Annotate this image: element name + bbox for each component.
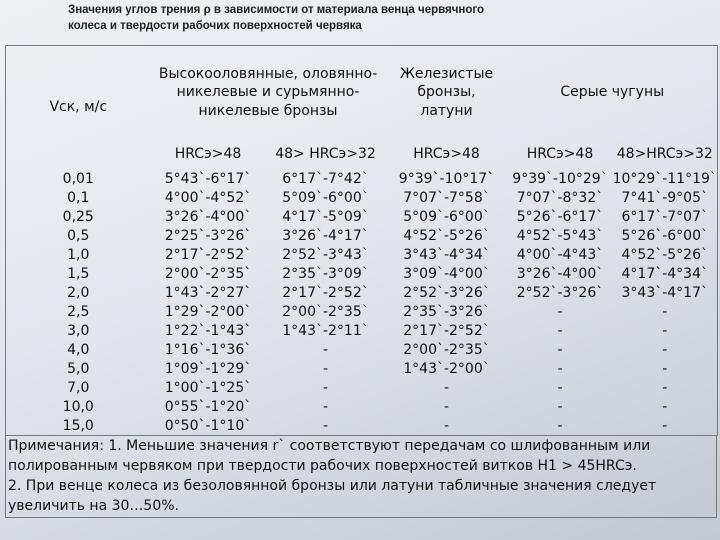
angle-cell: 2°17`-2°52` xyxy=(282,284,369,301)
angle-cell: 3°43`-4°17` xyxy=(621,284,708,301)
table-row xyxy=(6,245,718,264)
group-header-line: никелевые бронзы xyxy=(198,102,338,119)
angle-cell: 1°43`-2°11` xyxy=(282,322,369,339)
title-line-2: колеса и твердости рабочих поверхностей червяка xyxy=(68,20,362,32)
angle-cell: - xyxy=(662,398,668,415)
table-row xyxy=(6,302,718,321)
document-title xyxy=(68,2,628,34)
velocity-cell: 0,5 xyxy=(67,227,90,244)
angle-cell: - xyxy=(662,303,668,320)
angle-cell: 9°39`-10°17` xyxy=(398,170,495,187)
angle-cell: - xyxy=(662,417,668,434)
table-row xyxy=(6,359,718,378)
angle-cell: 2°17`-2°52` xyxy=(164,246,252,263)
angle-cell: - xyxy=(443,417,450,434)
table-row xyxy=(6,283,718,302)
note-line: Примечания: 1. Меньшие значения r` соответствуют передачам со шлифованным или xyxy=(8,438,651,454)
title-line-1: Значения углов трения ρ в зависимости от материала венца червячного xyxy=(68,4,485,16)
velocity-cell: 4,0 xyxy=(67,341,90,358)
angle-cell: 1°43`-2°27` xyxy=(164,284,252,301)
angle-cell: 3°26`-4°00` xyxy=(516,265,604,282)
angle-cell: - xyxy=(662,360,668,377)
angle-cell: 3°09`-4°00` xyxy=(403,265,490,282)
angle-cell: - xyxy=(662,322,668,339)
angle-cell: 4°17`-5°09` xyxy=(282,208,369,225)
group-header-line: бронзы, xyxy=(417,84,476,101)
angle-cell: 3°26`-4°17` xyxy=(282,227,369,244)
velocity-cell: 2,5 xyxy=(67,303,90,320)
velocity-cell: 2,0 xyxy=(67,284,90,301)
notes-block xyxy=(5,436,717,518)
angle-cell: 4°00`-4°43` xyxy=(516,246,604,263)
angle-cell: 5°26`-6°17` xyxy=(516,208,604,225)
angle-cell: 2°25`-3°26` xyxy=(164,227,252,244)
angle-cell: 2°17`-2°52` xyxy=(403,322,490,339)
angle-cell: - xyxy=(557,379,563,396)
group-header-line: Высокооловянные, оловянно- xyxy=(158,65,378,82)
angle-cell: 4°52`-5°43` xyxy=(516,227,604,244)
hardness-header: 48>HRCэ>32 xyxy=(616,145,713,162)
angle-cell: 10°29`-11°19` xyxy=(612,170,717,187)
angle-cell: 1°43`-2°00` xyxy=(403,360,490,377)
angle-cell: - xyxy=(557,360,563,377)
angle-cell: 7°07`-8°32` xyxy=(516,189,604,206)
velocity-cell: 5,0 xyxy=(67,360,90,377)
group-header-line: Серые чугуны xyxy=(560,84,665,101)
angle-cell: 7°41`-9°05` xyxy=(621,189,708,206)
angle-cell: 0°50`-1°10` xyxy=(164,417,252,434)
angle-cell: - xyxy=(443,379,450,396)
table-row xyxy=(6,321,718,340)
hardness-header: 48> HRCэ>32 xyxy=(275,145,376,162)
angle-cell: 4°17`-4°34` xyxy=(621,265,708,282)
angle-cell: 5°09`-6°00` xyxy=(282,189,369,206)
angle-cell: 2°35`-3°26` xyxy=(403,303,490,320)
angle-cell: 5°09`-6°00` xyxy=(403,208,490,225)
velocity-cell: 1,0 xyxy=(67,246,90,263)
table-row xyxy=(6,207,718,226)
angle-cell: - xyxy=(557,303,563,320)
angle-cell: 2°00`-2°35` xyxy=(282,303,369,320)
angle-cell: 2°52`-3°26` xyxy=(516,284,604,301)
table-row xyxy=(6,378,718,397)
note-line: увеличить на 30…50%. xyxy=(8,498,179,514)
table-row xyxy=(6,169,718,188)
velocity-cell: 0,01 xyxy=(62,170,94,187)
angle-cell: - xyxy=(662,379,668,396)
angle-cell: 6°17`-7°07` xyxy=(621,208,708,225)
velocity-cell: 0,25 xyxy=(62,208,94,225)
angle-cell: 1°22`-1°43` xyxy=(164,322,252,339)
angle-cell: - xyxy=(322,360,329,377)
hardness-header: HRCэ>48 xyxy=(413,145,480,162)
table-row xyxy=(6,226,718,245)
angle-cell: 3°43`-4°34` xyxy=(403,246,490,263)
velocity-cell: 0,1 xyxy=(67,189,90,206)
angle-cell: 4°52`-5°26` xyxy=(621,246,708,263)
note-line: полированным червяком при твердости рабочих поверхностей витков H1 > 45HRCэ. xyxy=(8,458,637,474)
group-header-line: никелевые и сурьмянно- xyxy=(176,84,360,101)
angle-cell: - xyxy=(322,341,329,358)
angle-cell: - xyxy=(322,417,329,434)
angle-cell: 2°35`-3°09` xyxy=(282,265,369,282)
angle-cell: - xyxy=(557,322,563,339)
velocity-cell: 15,0 xyxy=(62,417,94,434)
table-row xyxy=(6,188,718,207)
angle-cell: - xyxy=(557,417,563,434)
group-header-cast-iron xyxy=(508,46,718,139)
velocity-cell: 1,5 xyxy=(67,265,90,282)
velocity-cell: 7,0 xyxy=(67,379,90,396)
angle-cell: 2°52`-3°43` xyxy=(282,246,369,263)
hardness-header: HRCэ>48 xyxy=(174,145,242,162)
angle-cell: 9°39`-10°29` xyxy=(512,170,608,187)
group-header-iron-bronze xyxy=(386,46,508,139)
angle-cell: 1°09`-1°29` xyxy=(164,360,252,377)
angle-cell: 6°17`-7°42` xyxy=(282,170,369,187)
angle-cell: 2°00`-2°35` xyxy=(164,265,252,282)
header-row-groups xyxy=(6,46,718,139)
angle-cell: 1°29`-2°00` xyxy=(164,303,252,320)
angle-cell: 1°00`-1°25` xyxy=(164,379,252,396)
angle-cell: 0°55`-1°20` xyxy=(164,398,252,415)
angle-cell: 5°43`-6°17` xyxy=(164,170,252,187)
table-row xyxy=(6,397,718,416)
velocity-cell: 3,0 xyxy=(67,322,90,339)
hardness-header: HRCэ>48 xyxy=(526,145,594,162)
angle-cell: - xyxy=(662,341,668,358)
group-header-line: Железистые xyxy=(399,65,494,82)
table-row xyxy=(6,340,718,359)
angle-cell: - xyxy=(443,398,450,415)
angle-cell: 4°00`-4°52` xyxy=(164,189,252,206)
angle-cell: - xyxy=(557,341,563,358)
group-header-line: латуни xyxy=(420,102,473,119)
angle-cell: 5°26`-6°00` xyxy=(621,227,708,244)
velocity-header: Vск, м/с xyxy=(49,99,108,116)
angle-cell: - xyxy=(322,398,329,415)
angle-cell: 2°00`-2°35` xyxy=(403,341,490,358)
angle-cell: 1°16`-1°36` xyxy=(164,341,252,358)
angle-cell: - xyxy=(557,398,563,415)
table-row xyxy=(6,264,718,283)
velocity-cell: 10,0 xyxy=(62,398,94,415)
group-header-tin-bronze xyxy=(151,46,386,139)
angle-cell: 2°52`-3°26` xyxy=(403,284,490,301)
note-line: 2. При венце колеса из безоловянной бронзы или латуни табличные значения следует xyxy=(8,478,657,494)
friction-angle-table xyxy=(5,45,718,436)
angle-cell: 4°52`-5°26` xyxy=(403,227,490,244)
angle-cell: 7°07`-7°58` xyxy=(403,189,490,206)
table-row xyxy=(6,416,718,436)
angle-cell: - xyxy=(322,379,329,396)
angle-cell: 3°26`-4°00` xyxy=(164,208,252,225)
